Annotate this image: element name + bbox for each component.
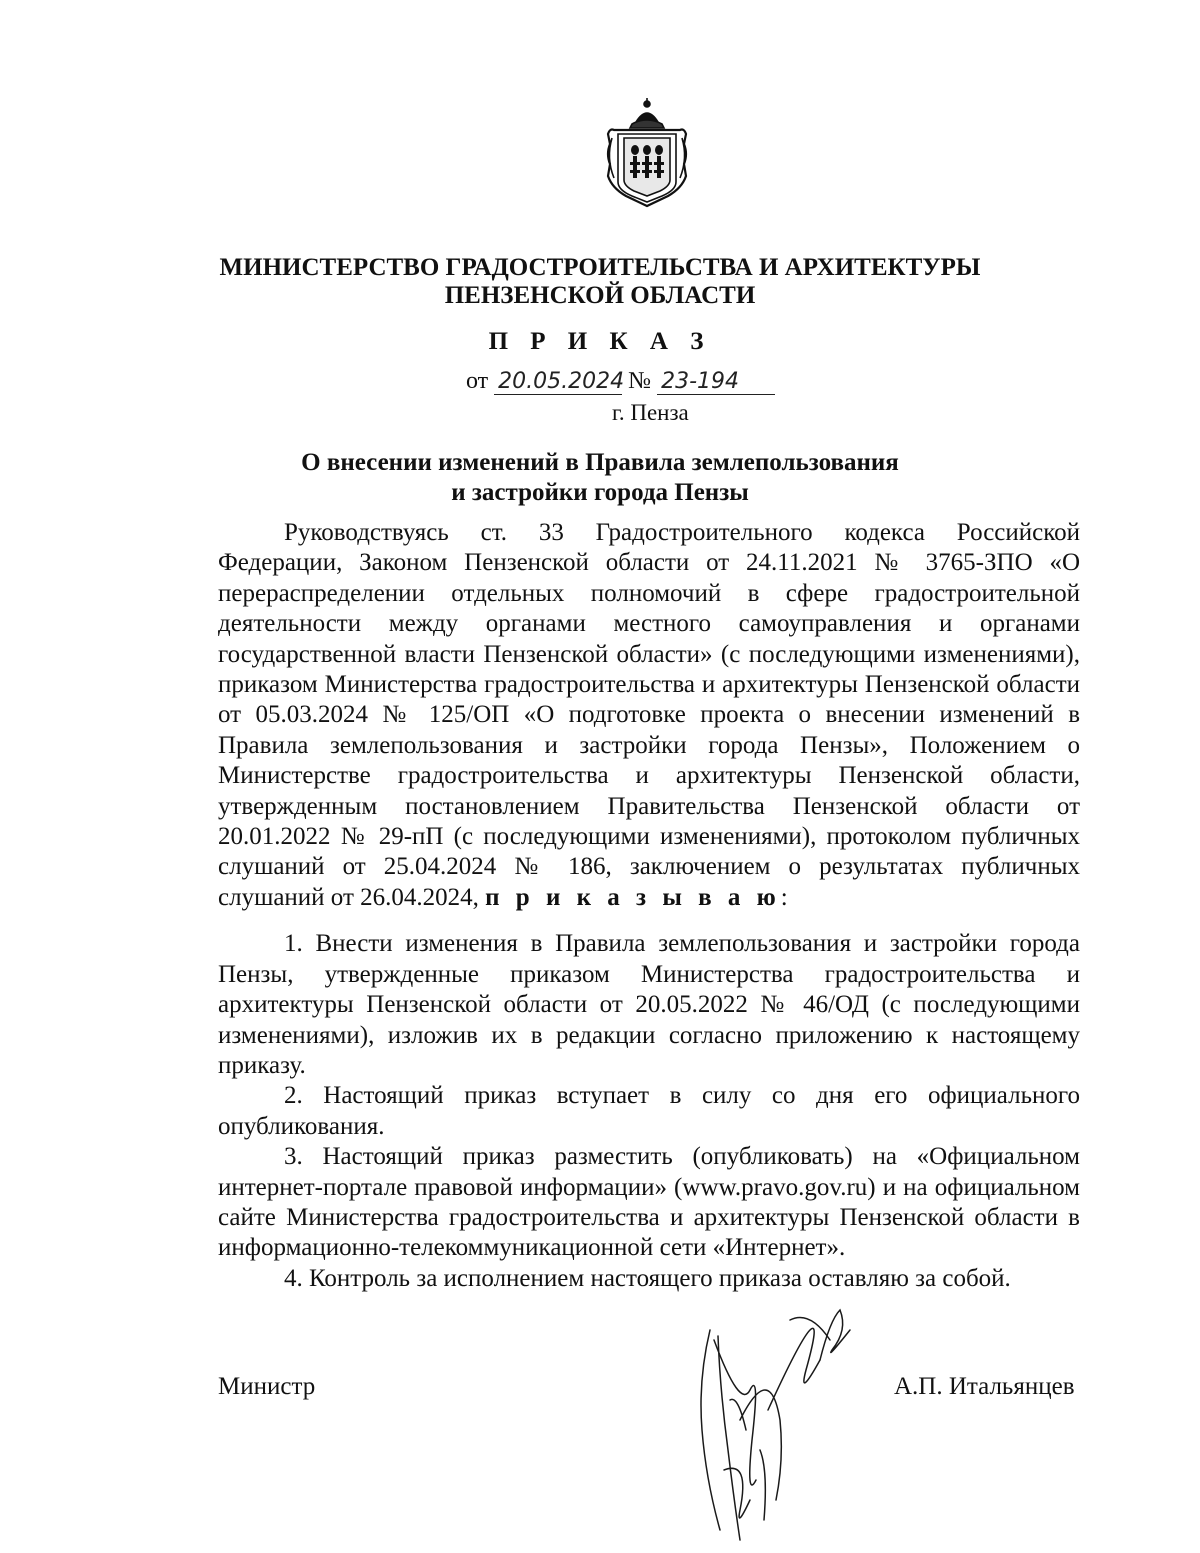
order-number: 23-194 [657,370,775,395]
order-directive-colon: : [780,883,788,911]
number-prefix: № [628,368,652,394]
order-item: 1. Внести изменения в Правила землепользования и застройки города Пензы, утвержденные приказом Министерства градостроительства и архитектуры Пензенской области от 20.05.2022 № 46/ОД (с последующими изменениями), изложив их в редакции согласно приложению к настоящему приказу. [218,930,1080,1079]
order-body [218,518,1080,1294]
subject-line-1: О внесении изменений в Правила землепользования [301,449,899,476]
order-date: 20.05.2024 [494,370,622,395]
subject-line-2: и застройки города Пензы [451,479,749,506]
order-item: 2. Настоящий приказ вступает в силу со дня его официального опубликования. [218,1082,1080,1140]
date-prefix: от [466,368,489,394]
document-type: П Р И К А З [488,328,712,355]
order-item: 4. Контроль за исполнением настоящего приказа оставляю за собой. [284,1264,1011,1292]
signatory-name: А.П. Итальянцев [894,1373,1075,1400]
order-subject [150,448,1050,508]
city: г. Пенза [612,400,689,425]
org-line-1: МИНИСТЕРСТВО ГРАДОСТРОИТЕЛЬСТВА И АРХИТЕКТУРЫ [219,254,981,281]
handwritten-signature [680,1300,860,1550]
preamble-text: Руководствуясь ст. 33 Градостроительного кодекса Российской Федерации, Законом Пензенской области от 24.11.2021 № 3765-ЗПО «О перераспределении отдельных полномочий в сфере градостроительной деятельности между органами местного самоуправления и органами государственной власти Пензенской области» (с последующими изменениями), приказом Министерства градостроительства и архитектуры Пензенской области от 05.03.2024 № 125/ОП «О подготовке проекта о внесении изменений в Правила землепользования и застройки города Пензы», Положением о Министерстве градостроительства и архитектуры Пензенской области, утвержденным постановлением Правительства Пензенской области от 20.01.2022 № 29-пП (с последующими изменениями), протоколом публичных слушаний от 25.04.2024 № 186, заключением о результатах публичных слушаний от 26.04.2024, [218,519,1080,911]
preamble-paragraph [218,518,1080,913]
order-reference [466,368,775,395]
order-directive: п р и к а з ы в а ю [485,883,781,911]
org-line-2: ПЕНЗЕНСКОЙ ОБЛАСТИ [444,282,756,309]
order-item: 3. Настоящий приказ разместить (опубликовать) на «Официальном интернет-портале правовой информации» (www.pravo.gov.ru) и на официальном сайте Министерства градостроительства и архитектуры Пензенской области в информационно-телекоммуникационной сети «Интернет». [218,1143,1080,1262]
coat-of-arms-icon [604,98,690,210]
organization-name [150,254,1050,310]
signatory-position: Министр [218,1373,316,1400]
